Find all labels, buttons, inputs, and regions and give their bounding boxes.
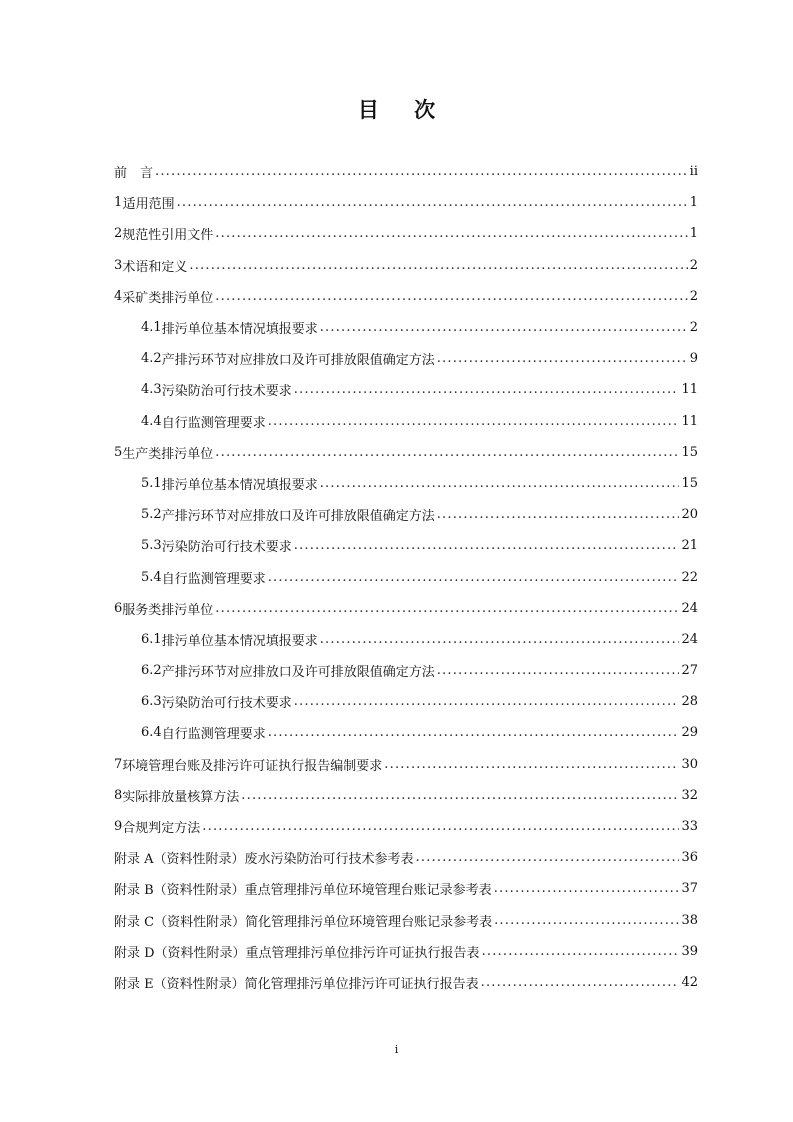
toc-entry-number: 9 [114,819,123,835]
toc-entry-number: 4 [114,288,123,304]
toc-leader-dots [241,788,679,803]
toc-entry-title: 污染防治可行技术要求 [161,384,292,400]
page-number: i [394,1043,399,1056]
toc-entry-number: 1 [114,195,123,211]
toc-entry[interactable] [114,156,698,187]
toc-entry[interactable] [114,281,698,312]
toc-entry[interactable] [114,250,698,281]
toc-entry-title: 适用范围 [122,197,175,213]
toc-entry-page: 24 [681,600,698,616]
toc-entry-number: 5.3 [141,538,162,554]
toc-entry-title: 产排污环节对应排放口及许可排放限值确定方法 [161,509,435,525]
toc-entry-number: 3 [114,257,123,273]
toc-entry[interactable] [114,686,698,717]
toc-entry[interactable] [114,811,698,842]
toc-entry[interactable] [114,842,698,873]
toc-entry-title: 术语和定义 [122,259,188,275]
toc-entry-title: 服务类排污单位 [122,602,214,618]
toc-leader-dots [202,819,679,834]
toc-entry-page: 15 [681,475,698,491]
toc-entry-title: 排污单位基本情况填报要求 [161,477,318,493]
toc-leader-dots [482,944,680,959]
toc-entry-page: 21 [681,538,698,554]
toc-entry-page: 29 [681,725,698,741]
toc-entry-page: 1 [689,226,698,242]
toc-entry-number: 6.4 [141,725,162,741]
toc-entry-title: 产排污环节对应排放口及许可排放限值确定方法 [161,665,435,681]
toc-entry-number: 4.4 [141,413,162,429]
toc-entry-number: 6.2 [141,663,162,679]
toc-entry[interactable] [114,873,698,904]
toc-entry-page: 2 [689,288,698,304]
toc-entry-page: 33 [681,819,698,835]
toc-leader-dots [294,694,680,709]
toc-entry-page: 22 [681,569,698,585]
toc-entry-page: ii [689,164,698,180]
toc-entry-title: 产排污环节对应排放口及许可排放限值确定方法 [161,353,435,369]
toc-entry-title: 合规判定方法 [122,821,201,837]
toc-entry-title: 附录 B（资料性附录）重点管理排污单位环境管理台账记录参考表 [114,883,492,899]
toc-leader-dots [155,164,688,179]
toc-entry-page: 28 [681,694,698,710]
toc-leader-dots [437,507,680,522]
toc-entry-title: 附录 D（资料性附录）重点管理排污单位排污许可证执行报告表 [114,945,480,961]
toc-entry[interactable] [114,624,698,655]
toc-leader-dots [294,538,680,553]
toc-entry-number: 4.3 [141,382,162,398]
toc-leader-dots [215,226,687,241]
toc-leader-dots [215,445,679,460]
toc-entry-title: 生产类排污单位 [122,446,214,462]
toc-entry-number: 5.4 [141,569,162,585]
toc-leader-dots [437,663,680,678]
toc-leader-dots [320,320,688,335]
table-of-contents [114,156,698,998]
toc-entry-number: 5.2 [141,507,162,523]
toc-entry-title: 规范性引用文件 [122,228,214,244]
toc-entry-number: 5 [114,444,123,460]
toc-leader-dots [268,414,680,429]
toc-leader-dots [494,881,680,896]
toc-entry-number: 8 [114,787,123,803]
toc-leader-dots [177,195,688,210]
toc-entry[interactable] [114,406,698,437]
toc-entry[interactable] [114,593,698,624]
toc-entry-page: 15 [681,444,698,460]
toc-entry-page: 11 [681,413,698,429]
toc-entry[interactable] [114,218,698,249]
toc-entry[interactable] [114,312,698,343]
toc-entry-title: 自行监测管理要求 [161,571,266,587]
toc-entry-page: 20 [681,507,698,523]
toc-entry[interactable] [114,437,698,468]
toc-entry-number: 6.1 [141,631,162,647]
toc-entry[interactable] [114,655,698,686]
toc-entry-number: 6 [114,600,123,616]
toc-leader-dots [294,382,680,397]
toc-entry[interactable] [114,374,698,405]
toc-entry[interactable] [114,468,698,499]
toc-leader-dots [320,632,680,647]
toc-entry-title: 附录 E（资料性附录）简化管理排污单位排污许可证执行报告表 [114,976,479,992]
toc-entry-page: 38 [681,912,698,928]
toc-entry-title: 环境管理台账及排污许可证执行报告编制要求 [122,758,383,774]
toc-entry-number: 4.1 [141,320,162,336]
toc-entry[interactable] [114,530,698,561]
toc-entry-page: 27 [681,663,698,679]
toc-entry-page: 37 [681,881,698,897]
toc-entry-page: 39 [681,943,698,959]
toc-entry-page: 9 [689,351,698,367]
toc-leader-dots [494,913,679,928]
toc-entry[interactable] [114,905,698,936]
toc-entry[interactable] [114,499,698,530]
toc-entry-title: 采矿类排污单位 [122,290,214,306]
toc-entry-page: 36 [681,850,698,866]
toc-entry-page: 2 [689,320,698,336]
toc-leader-dots [416,850,680,865]
toc-entry-number: 7 [114,756,123,772]
toc-entry-number: 2 [114,226,123,242]
toc-entry[interactable] [114,561,698,592]
toc-entry-title: 附录 A（资料性附录）废水污染防治可行技术参考表 [114,852,414,868]
page-title: 目 次 [357,97,450,122]
toc-entry-title: 附录 C（资料性附录）简化管理排污单位环境管理台账记录参考表 [114,914,493,930]
toc-entry[interactable] [114,717,698,748]
toc-entry-title: 污染防治可行技术要求 [161,696,292,712]
toc-entry-number: 5.1 [141,475,162,491]
toc-entry[interactable] [114,936,698,967]
toc-entry[interactable] [114,780,698,811]
toc-entry-title: 自行监测管理要求 [161,727,266,743]
toc-leader-dots [268,570,680,585]
toc-leader-dots [189,258,687,273]
toc-entry-page: 24 [681,631,698,647]
toc-entry-page: 11 [681,382,698,398]
toc-leader-dots [320,476,680,491]
toc-entry[interactable] [114,749,698,780]
toc-entry-page: 1 [689,195,698,211]
toc-entry-title: 排污单位基本情况填报要求 [161,633,318,649]
toc-entry-page: 2 [689,257,698,273]
toc-leader-dots [268,725,680,740]
toc-leader-dots [384,757,679,772]
toc-entry-page: 30 [681,756,698,772]
toc-entry[interactable] [114,967,698,998]
toc-entry[interactable] [114,343,698,374]
toc-entry-page: 42 [681,974,698,990]
toc-entry-number: 4.2 [141,351,162,367]
toc-leader-dots [481,975,680,990]
toc-leader-dots [437,351,688,366]
toc-entry-page: 32 [681,787,698,803]
toc-entry-number: 6.3 [141,694,162,710]
toc-entry-title: 污染防治可行技术要求 [161,540,292,556]
toc-entry-title: 实际排放量核算方法 [122,789,240,805]
toc-entry-title: 前 言 [114,166,154,182]
toc-entry-title: 排污单位基本情况填报要求 [161,322,318,338]
toc-leader-dots [215,601,679,616]
toc-entry[interactable] [114,187,698,218]
toc-entry-title: 自行监测管理要求 [161,415,266,431]
toc-leader-dots [215,289,687,304]
